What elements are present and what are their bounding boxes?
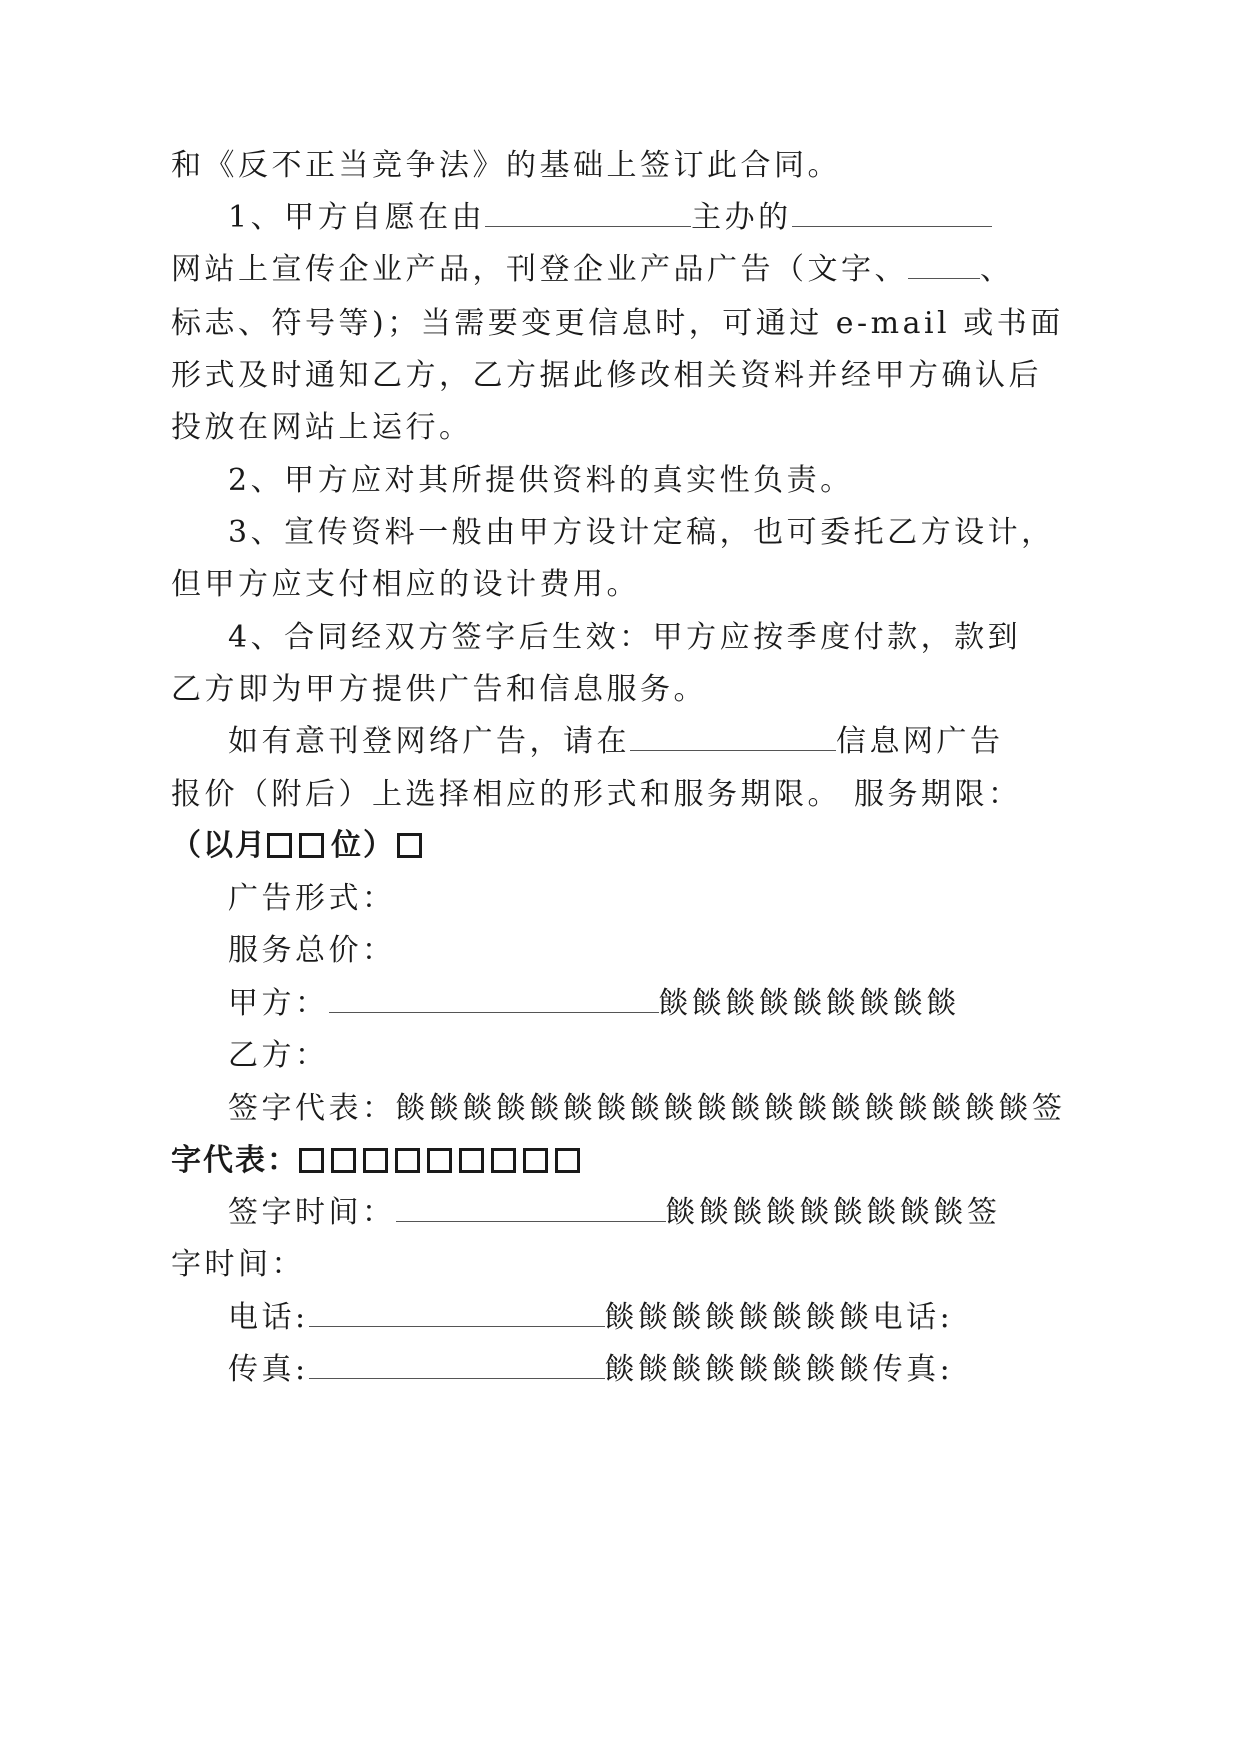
info-network-blank xyxy=(630,722,836,751)
missing-glyph-box xyxy=(331,1148,356,1173)
missing-glyph-box xyxy=(299,1148,324,1173)
missing-glyph-box xyxy=(397,833,422,858)
fax-line xyxy=(228,1350,953,1390)
missing-glyph-box xyxy=(363,1148,388,1173)
party-b-line xyxy=(228,1036,329,1076)
phone-label: 电话: xyxy=(228,1300,309,1335)
fax-blank xyxy=(309,1350,605,1379)
total-price-line xyxy=(228,931,396,971)
ad-note-line-2 xyxy=(171,775,1022,815)
service-period-unit-text-b: 位） xyxy=(331,828,395,863)
sign-time-continued-line xyxy=(171,1245,305,1285)
clause-1-text-a: 1、甲方自愿在由 xyxy=(228,200,486,235)
clause-1-line-3 xyxy=(171,304,1064,344)
party-a-blank xyxy=(329,984,659,1013)
total-price-label: 服务总价： xyxy=(228,933,396,968)
missing-glyph-box xyxy=(459,1148,484,1173)
ad-note-text-b: 信息网广告 xyxy=(836,724,1004,759)
sign-time-label: 签字时间： xyxy=(228,1195,396,1230)
clause-3-line-2 xyxy=(171,565,640,605)
organizer-blank xyxy=(485,198,691,227)
clause-1-text-b: 主办的 xyxy=(691,200,792,235)
signatory-line xyxy=(228,1089,1066,1129)
party-b-label: 乙方： xyxy=(228,1038,329,1073)
service-period-unit-text-a: （以月 xyxy=(171,828,267,863)
fax-garbled-text: 餤餤餤餤餤餤餤餤传真: xyxy=(604,1352,954,1387)
party-a-garbled-text: 餤餤餤餤餤餤餤餤餤 xyxy=(658,986,960,1021)
fax-label: 传真: xyxy=(228,1352,309,1387)
sign-time-continued-label: 字时间： xyxy=(171,1247,305,1282)
clause-1-text-f: 形式及时通知乙方，乙方据此修改相关资料并经甲方确认后 xyxy=(171,358,1042,393)
ad-note-line-1 xyxy=(228,722,1004,762)
clause-4-line-2 xyxy=(171,670,707,710)
website-blank xyxy=(792,198,992,227)
clause-1-line-5 xyxy=(171,408,473,448)
text-line-1-content: 和《反不正当竞争法》的基础上签订此合同。 xyxy=(171,148,841,183)
clause-1-text-g: 投放在网站上运行。 xyxy=(171,410,473,445)
clause-2-line xyxy=(228,461,854,501)
missing-glyph-box xyxy=(555,1148,580,1173)
missing-glyph-box xyxy=(427,1148,452,1173)
service-period-unit-line xyxy=(171,826,429,866)
ad-form-label: 广告形式： xyxy=(228,881,396,916)
phone-blank xyxy=(309,1298,605,1327)
signatory-text: 签字代表：餤餤餤餤餤餤餤餤餤餤餤餤餤餤餤餤餤餤餤签 xyxy=(228,1091,1066,1126)
ad-form-line xyxy=(228,879,396,919)
clause-2-text: 2、甲方应对其所提供资料的真实性负责。 xyxy=(228,463,854,498)
clause-3-text-b: 但甲方应支付相应的设计费用。 xyxy=(171,567,640,602)
sign-time-line xyxy=(228,1193,1001,1233)
party-a-label: 甲方： xyxy=(228,986,329,1021)
phone-garbled-text: 餤餤餤餤餤餤餤餤电话: xyxy=(604,1300,954,1335)
missing-glyph-box xyxy=(523,1148,548,1173)
clause-3-line-1 xyxy=(228,513,1055,553)
ad-note-text-c: 报价（附后）上选择相应的形式和服务期限。 服务期限： xyxy=(171,777,1022,812)
party-a-line xyxy=(228,984,960,1024)
clause-1-text-d: 、 xyxy=(980,252,1014,287)
clause-1-line-2 xyxy=(171,250,1014,290)
sign-time-garbled-text: 餤餤餤餤餤餤餤餤餤签 xyxy=(665,1195,1001,1230)
clause-3-text-a: 3、宣传资料一般由甲方设计定稿，也可委托乙方设计， xyxy=(228,515,1055,550)
clause-1-text-e: 标志、符号等)；当需要变更信息时，可通过 e-mail 或书面 xyxy=(171,306,1064,341)
clause-4-line-1 xyxy=(228,618,1021,658)
clause-4-text-a: 4、合同经双方签字后生效：甲方应按季度付款，款到 xyxy=(228,620,1022,655)
missing-glyph-box xyxy=(491,1148,516,1173)
missing-glyph-box xyxy=(267,833,292,858)
clause-1-line-4 xyxy=(171,356,1042,396)
sign-time-blank xyxy=(396,1193,666,1222)
phone-line xyxy=(228,1298,953,1338)
signatory-continued-line xyxy=(171,1141,587,1181)
ad-note-text-a: 如有意刊登网络广告，请在 xyxy=(228,724,630,759)
ad-type-blank xyxy=(908,250,980,279)
clause-1-text-c: 网站上宣传企业产品，刊登企业产品广告（文字、 xyxy=(171,252,908,287)
clause-4-text-b: 乙方即为甲方提供广告和信息服务。 xyxy=(171,672,707,707)
missing-glyph-box xyxy=(299,833,324,858)
clause-1-line-1 xyxy=(228,198,992,238)
missing-glyph-box xyxy=(395,1148,420,1173)
signatory-continued-label: 字代表： xyxy=(171,1143,299,1178)
text-line-1 xyxy=(171,146,841,186)
